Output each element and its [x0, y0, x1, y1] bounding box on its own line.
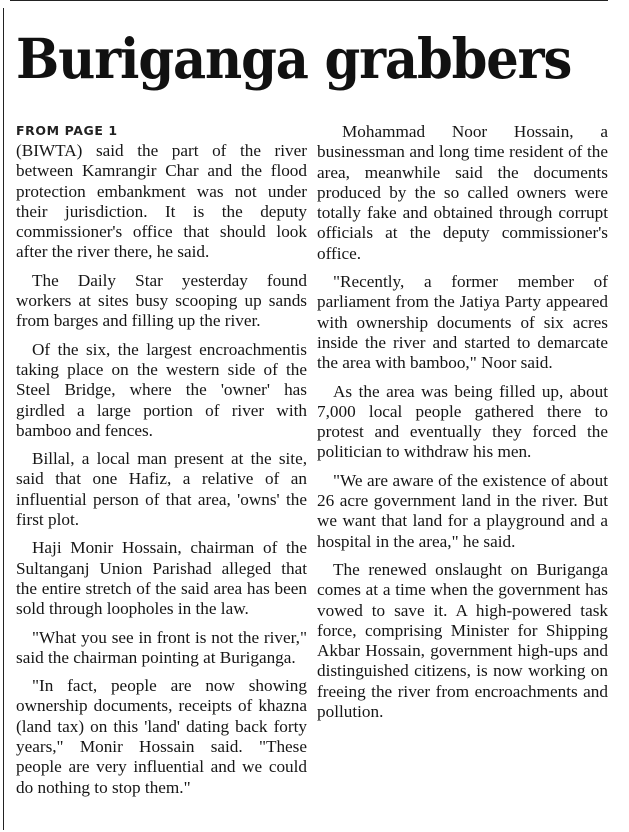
- paragraph: As the area was being filled up, about 7,000 local people gathered there to protest and eventually they forced the politician to withdraw his men.: [317, 381, 608, 462]
- paragraph: "In fact, people are now showing ownership documents, receipts of khazna (land tax) on this 'land' dating back forty years," Monir Hossain said. "These people are very influential and we could do nothing to stop them.": [16, 676, 307, 797]
- paragraph: The renewed onslaught on Buriganga comes at a time when the government has vowed to save it. A high-powered task force, comprising Minister for Shipping Akbar Hossain, government high-ups and distinguished citizens, is now working on freeing the river from encroachments and pollution.: [317, 559, 608, 722]
- left-column: [16, 122, 307, 806]
- paragraph: (BIWTA) said the part of the river between Kamrangir Char and the flood protection embankment was not under their jurisdiction. It is the deputy commissioner's office that should look after the river there, he said.: [16, 141, 307, 262]
- paragraph: Haji Monir Hossain, chairman of the Sultanganj Union Parishad alleged that the entire stretch of the said area has been sold through loopholes in the law.: [16, 538, 307, 619]
- paragraph: "Recently, a former member of parliament from the Jatiya Party appeared with ownership documents of six acres inside the river and started to demarcate the area with bamboo," Noor said.: [317, 272, 608, 373]
- paragraph: "We are aware of the existence of about 26 acre government land in the river. But we want that land for a playground and a hospital in the area," he said.: [317, 470, 608, 551]
- paragraph: Billal, a local man present at the site, said that one Hafiz, a relative of an influential person of that area, 'owns' the first plot.: [16, 449, 307, 530]
- headline: Buriganga grabbers: [16, 26, 572, 91]
- left-border-rule: [3, 8, 4, 830]
- kicker-from-page: FROM PAGE 1: [16, 123, 118, 138]
- right-column: [317, 122, 608, 730]
- paragraph: The Daily Star yesterday found workers at sites busy scooping up sands from barges and filling up the river.: [16, 270, 307, 331]
- paragraph: Mohammad Noor Hossain, a businessman and long time resident of the area, meanwhile said the documents produced by the so called owners were totally fake and obtained through corrupt officials at the deputy commissioner's office.: [317, 122, 608, 263]
- paragraph: Of the six, the largest encroachmentis taking place on the western side of the Steel Bridge, where the 'owner' has girdled a large portion of river with bamboo and fences.: [16, 339, 307, 440]
- top-border-rule: [10, 0, 608, 1]
- paragraph: "What you see in front is not the river," said the chairman pointing at Buriganga.: [16, 627, 307, 667]
